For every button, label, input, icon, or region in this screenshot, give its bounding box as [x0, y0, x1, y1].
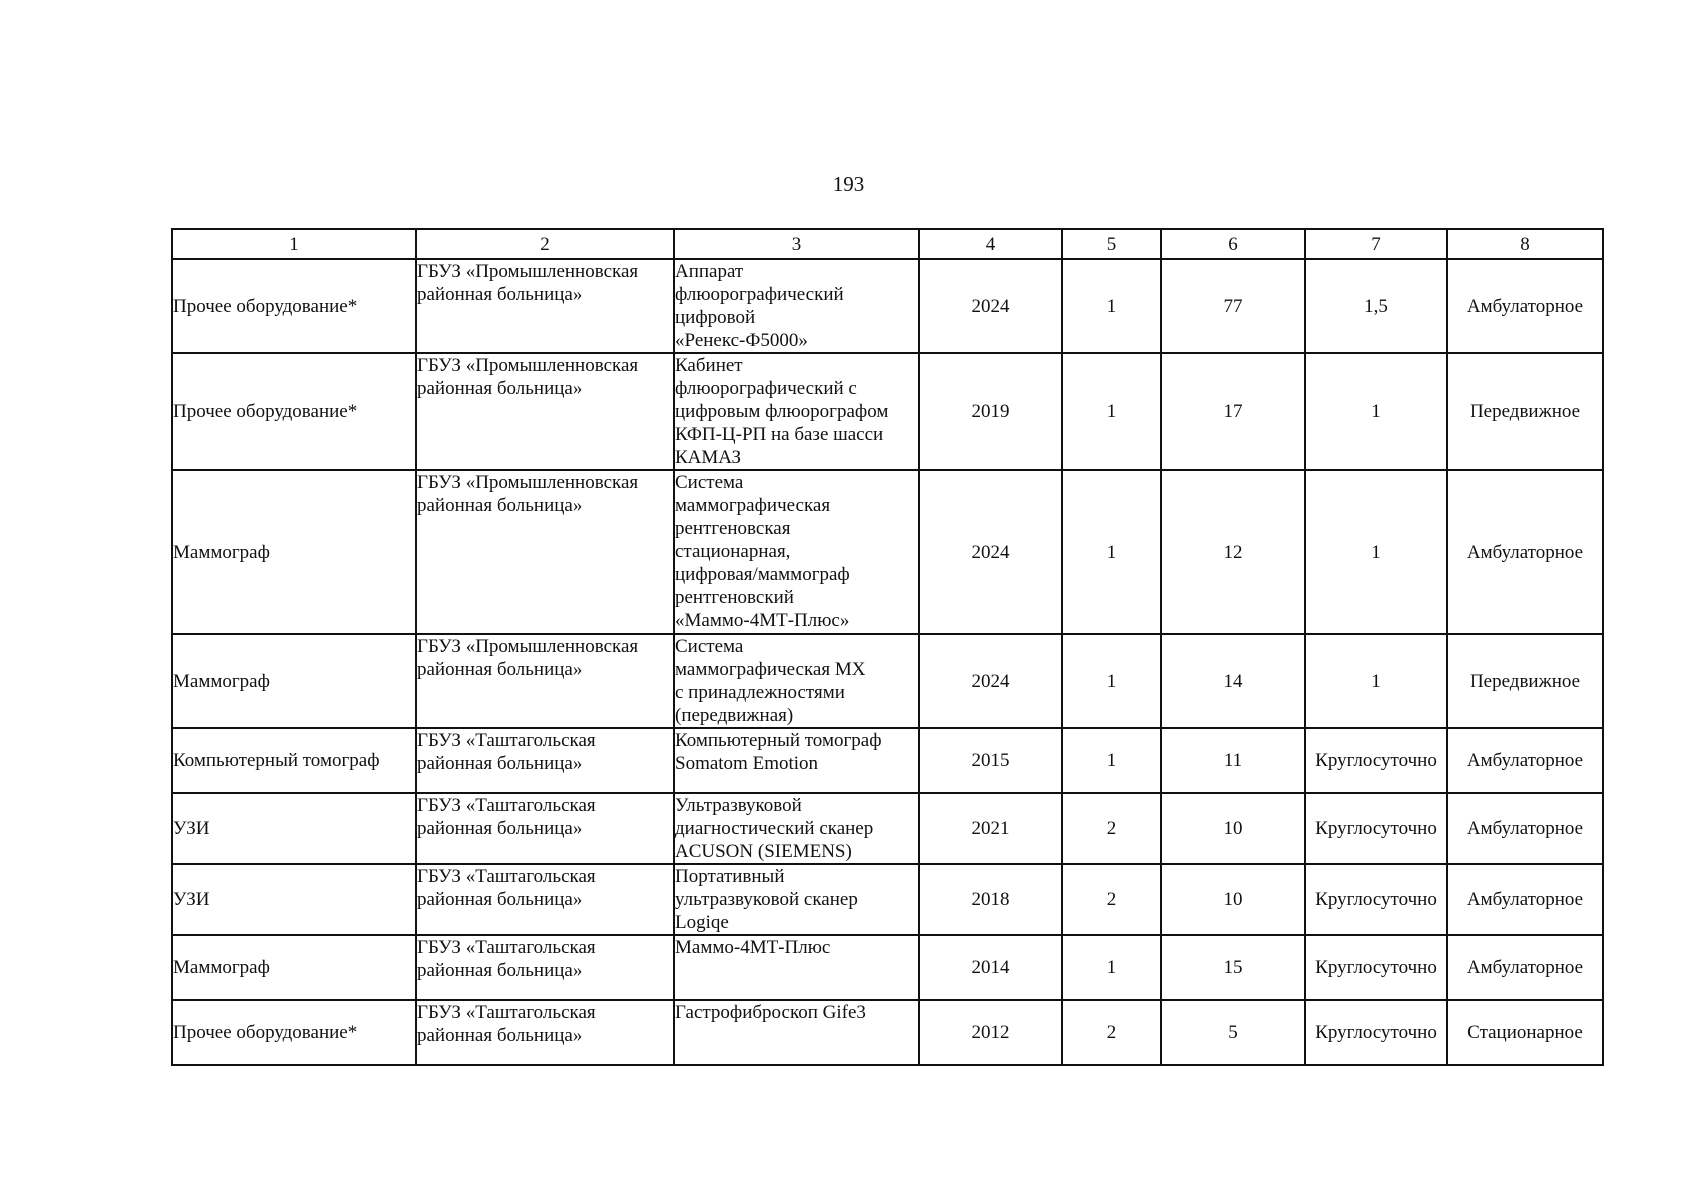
table-row	[172, 470, 1603, 634]
institution-cell: ГБУЗ «Промышленновская районная больница»	[416, 634, 674, 728]
col6-cell: 10	[1161, 793, 1305, 864]
col7-cell: 1,5	[1305, 259, 1447, 353]
equipment-type-cell: Маммограф	[172, 470, 416, 634]
col6-cell: 15	[1161, 935, 1305, 1000]
column-header: 5	[1062, 229, 1161, 259]
institution-cell: ГБУЗ «Таштагольская районная больница»	[416, 728, 674, 793]
equipment-type-cell: Прочее оборудование*	[172, 353, 416, 470]
care-type-cell: Амбулаторное	[1447, 864, 1603, 935]
table-row	[172, 793, 1603, 864]
col6-cell: 14	[1161, 634, 1305, 728]
count-cell: 1	[1062, 470, 1161, 634]
model-cell: Маммо-4МТ-Плюс	[674, 935, 919, 1000]
column-header: 3	[674, 229, 919, 259]
model-cell: Ультразвуковой диагностический сканер ACUSON (SIEMENS)	[674, 793, 919, 864]
column-header: 8	[1447, 229, 1603, 259]
table-row	[172, 634, 1603, 728]
column-header: 7	[1305, 229, 1447, 259]
year-cell: 2024	[919, 470, 1062, 634]
model-cell: Кабинет флюорографический с цифровым флюорографом КФП-Ц-РП на базе шасси КАМАЗ	[674, 353, 919, 470]
equipment-table	[171, 228, 1604, 1066]
column-header: 2	[416, 229, 674, 259]
column-header: 6	[1161, 229, 1305, 259]
count-cell: 1	[1062, 935, 1161, 1000]
page-number: 193	[832, 172, 865, 196]
equipment-type-cell: Маммограф	[172, 935, 416, 1000]
count-cell: 1	[1062, 259, 1161, 353]
care-type-cell: Передвижное	[1447, 634, 1603, 728]
table-row	[172, 353, 1603, 470]
care-type-cell: Стационарное	[1447, 1000, 1603, 1065]
model-cell: Гастрофиброскоп Gife3	[674, 1000, 919, 1065]
equipment-type-cell: Прочее оборудование*	[172, 259, 416, 353]
col6-cell: 10	[1161, 864, 1305, 935]
institution-cell: ГБУЗ «Таштагольская районная больница»	[416, 864, 674, 935]
header-row	[172, 229, 1603, 259]
col6-cell: 5	[1161, 1000, 1305, 1065]
year-cell: 2024	[919, 259, 1062, 353]
model-cell: Система маммографическая МХ с принадлежностями (передвижная)	[674, 634, 919, 728]
institution-cell: ГБУЗ «Таштагольская районная больница»	[416, 793, 674, 864]
equipment-type-cell: УЗИ	[172, 793, 416, 864]
col7-cell: Круглосуточно	[1305, 1000, 1447, 1065]
col6-cell: 12	[1161, 470, 1305, 634]
care-type-cell: Амбулаторное	[1447, 259, 1603, 353]
col7-cell: Круглосуточно	[1305, 793, 1447, 864]
equipment-type-cell: Компьютерный томограф	[172, 728, 416, 793]
count-cell: 1	[1062, 353, 1161, 470]
table-row	[172, 864, 1603, 935]
year-cell: 2019	[919, 353, 1062, 470]
care-type-cell: Амбулаторное	[1447, 470, 1603, 634]
count-cell: 1	[1062, 728, 1161, 793]
year-cell: 2012	[919, 1000, 1062, 1065]
col6-cell: 17	[1161, 353, 1305, 470]
count-cell: 2	[1062, 1000, 1161, 1065]
care-type-cell: Амбулаторное	[1447, 728, 1603, 793]
model-cell: Компьютерный томограф Somatom Emotion	[674, 728, 919, 793]
equipment-type-cell: УЗИ	[172, 864, 416, 935]
table-row	[172, 935, 1603, 1000]
year-cell: 2015	[919, 728, 1062, 793]
table-row	[172, 259, 1603, 353]
count-cell: 2	[1062, 864, 1161, 935]
col7-cell: 1	[1305, 353, 1447, 470]
model-cell: Аппарат флюорографический цифровой «Ренекс-Ф5000»	[674, 259, 919, 353]
care-type-cell: Амбулаторное	[1447, 793, 1603, 864]
year-cell: 2024	[919, 634, 1062, 728]
col7-cell: Круглосуточно	[1305, 935, 1447, 1000]
institution-cell: ГБУЗ «Промышленновская районная больница»	[416, 353, 674, 470]
col7-cell: 1	[1305, 470, 1447, 634]
column-header: 4	[919, 229, 1062, 259]
year-cell: 2018	[919, 864, 1062, 935]
equipment-type-cell: Маммограф	[172, 634, 416, 728]
table-row	[172, 728, 1603, 793]
model-cell: Портативный ультразвуковой сканер Logiqe	[674, 864, 919, 935]
col7-cell: 1	[1305, 634, 1447, 728]
care-type-cell: Амбулаторное	[1447, 935, 1603, 1000]
col6-cell: 77	[1161, 259, 1305, 353]
model-cell: Система маммографическая рентгеновская стационарная, цифровая/маммограф рентгеновский «Маммо-4МТ-Плюс»	[674, 470, 919, 634]
year-cell: 2021	[919, 793, 1062, 864]
institution-cell: ГБУЗ «Промышленновская районная больница»	[416, 470, 674, 634]
col7-cell: Круглосуточно	[1305, 864, 1447, 935]
care-type-cell: Передвижное	[1447, 353, 1603, 470]
col6-cell: 11	[1161, 728, 1305, 793]
year-cell: 2014	[919, 935, 1062, 1000]
count-cell: 1	[1062, 634, 1161, 728]
count-cell: 2	[1062, 793, 1161, 864]
equipment-type-cell: Прочее оборудование*	[172, 1000, 416, 1065]
table-row	[172, 1000, 1603, 1065]
institution-cell: ГБУЗ «Промышленновская районная больница»	[416, 259, 674, 353]
col7-cell: Круглосуточно	[1305, 728, 1447, 793]
column-header: 1	[172, 229, 416, 259]
institution-cell: ГБУЗ «Таштагольская районная больница»	[416, 1000, 674, 1065]
institution-cell: ГБУЗ «Таштагольская районная больница»	[416, 935, 674, 1000]
